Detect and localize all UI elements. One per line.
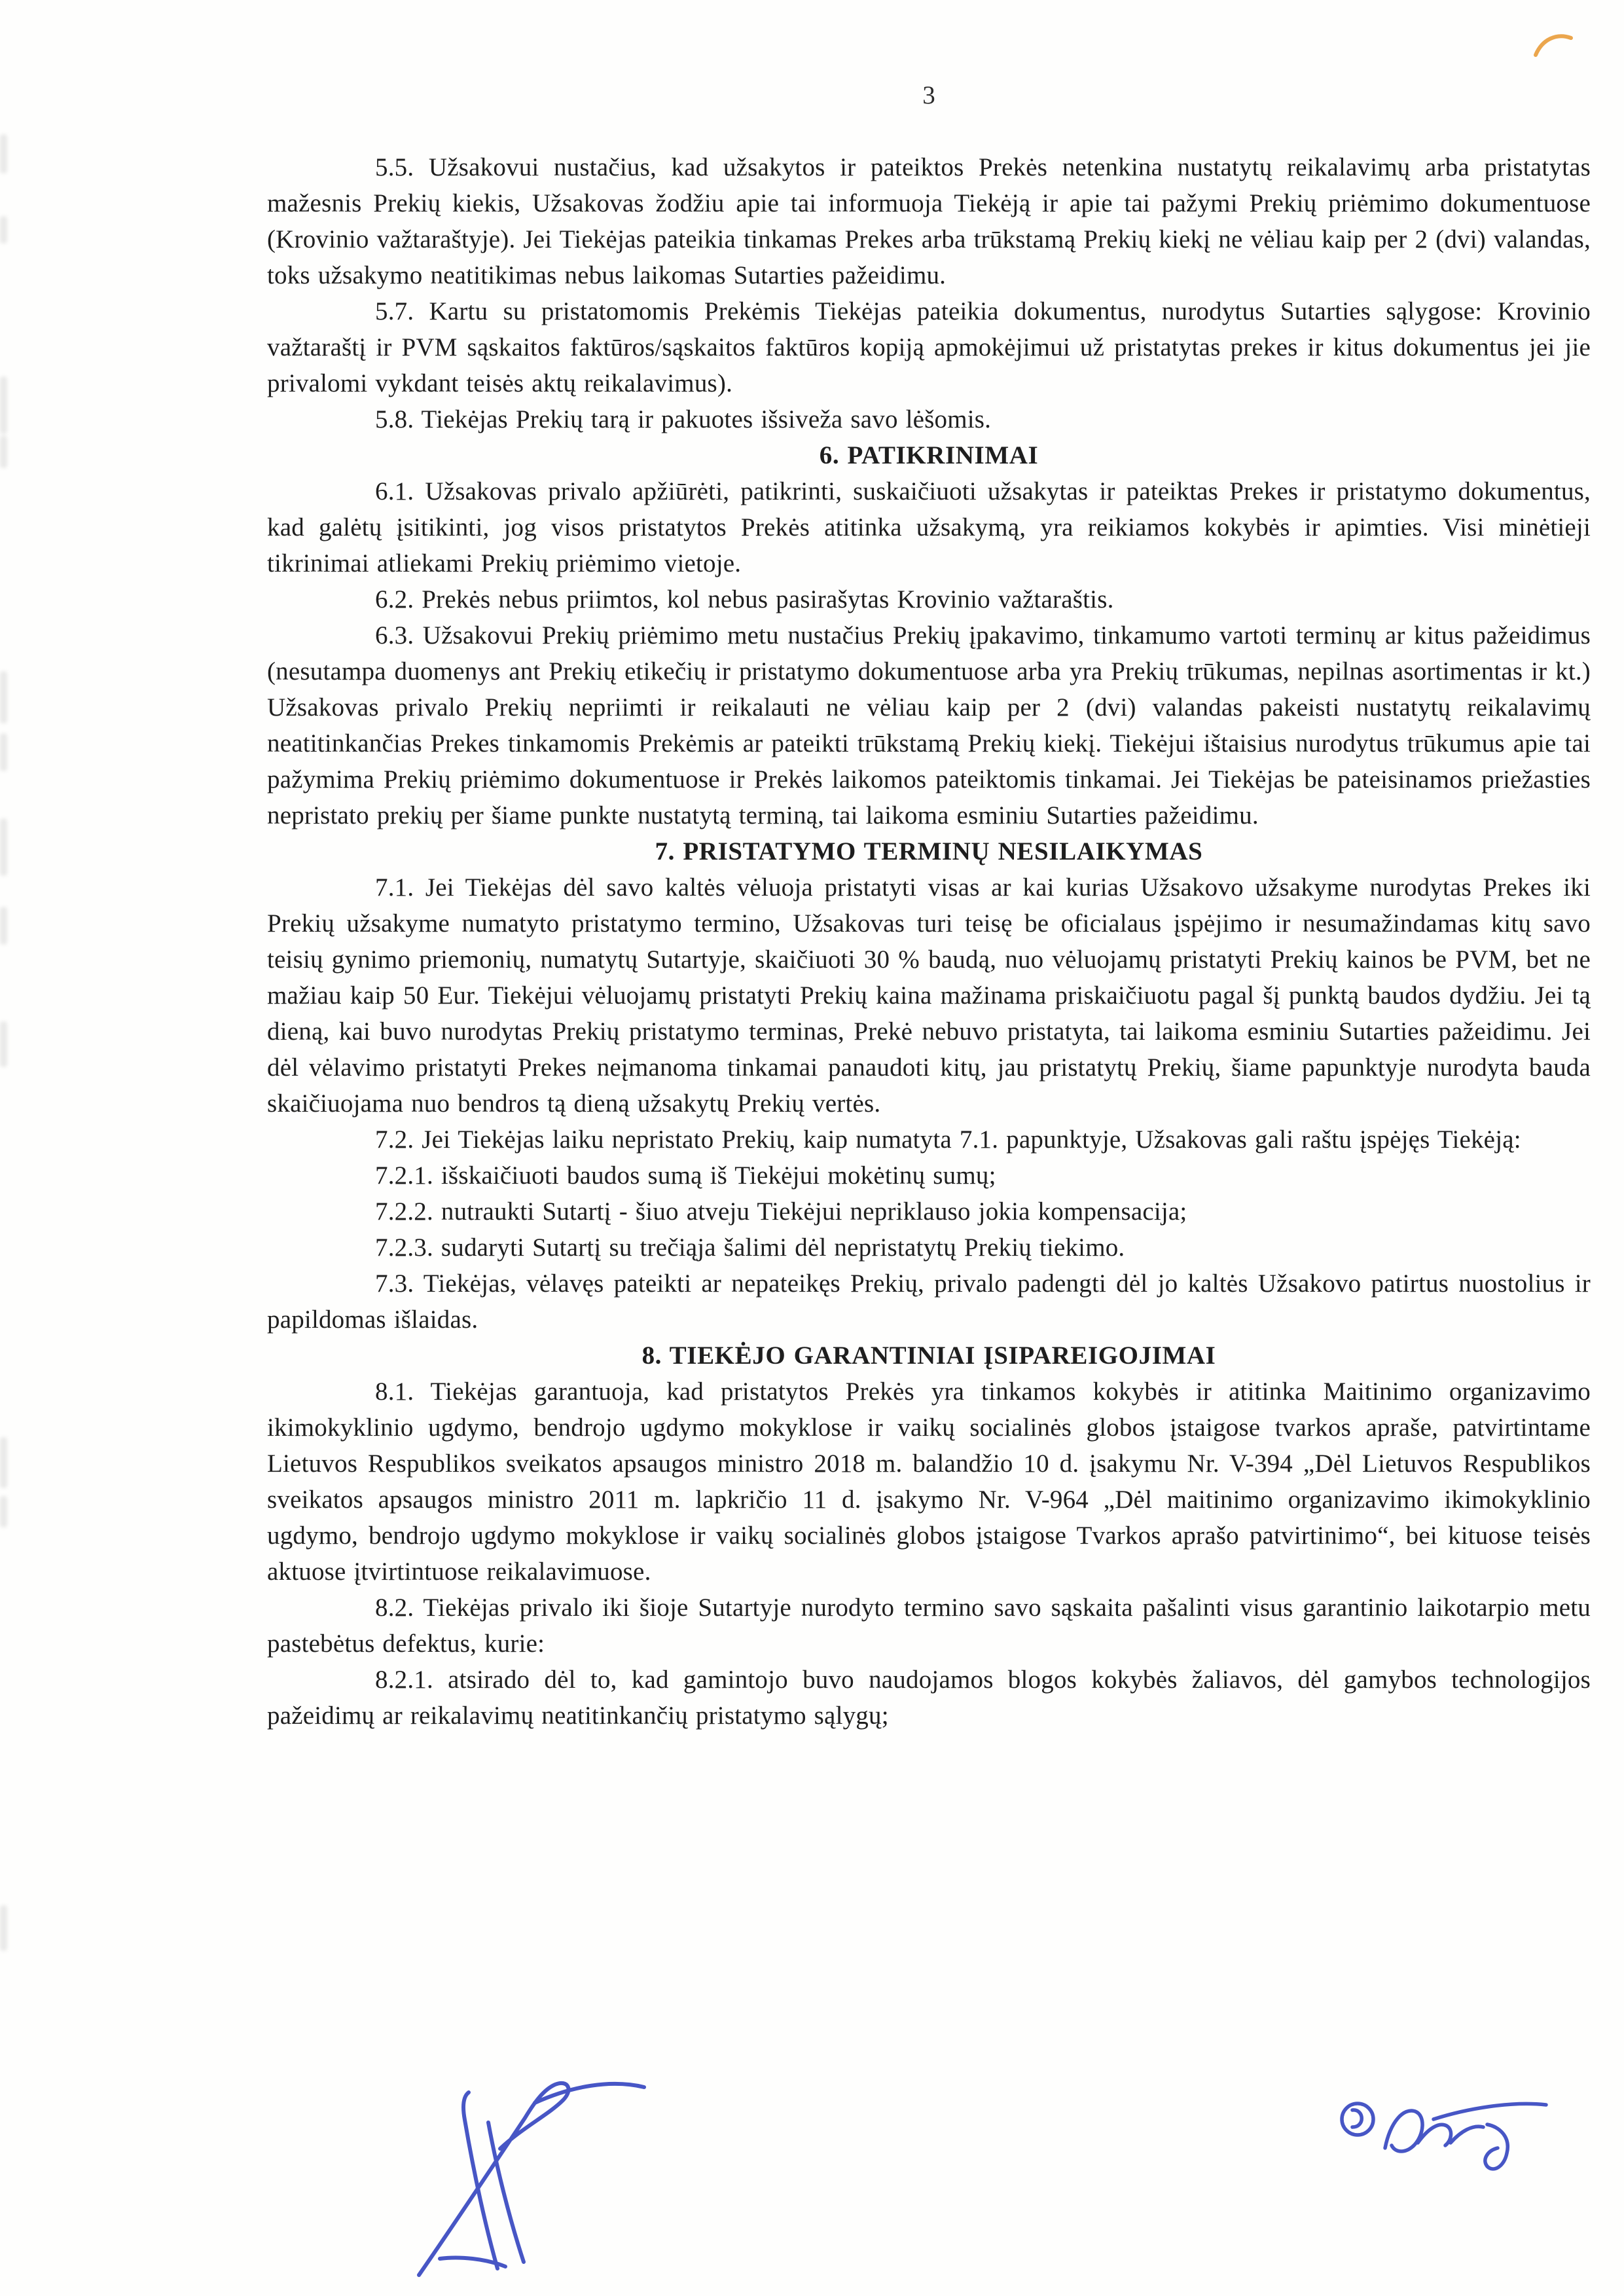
signature-right: [1335, 2085, 1551, 2190]
scan-artifact: [0, 134, 7, 173]
scan-artifact: [0, 671, 7, 723]
corner-pen-mark-icon: [1530, 27, 1576, 67]
paragraph-5-8: 5.8. Tiekėjas Prekių tarą ir pakuotes išsiveža savo lėšomis.: [375, 405, 992, 433]
paragraph-7-2-1: 7.2.1. išskaičiuoti baudos sumą iš Tiekėjui mokėtinų sumų;: [375, 1161, 996, 1190]
paragraph-7-1: 7.1. Jei Tiekėjas dėl savo kaltės vėluoja pristatyti visas ar kai kurias Užsakovo užsakyme nurodytas Prekes iki Prekių užsakyme numatyto pristatymo termino, Užsakovas turi teisę be oficialaus įspėjimo ir nesumažindamas kitų savo teisių gynimo priemonių, numatytų Sutartyje, skaičiuoti 30 % baudą, nuo vėluojamų pristatyti Prekių kainos be PVM, bet ne mažiau kaip 50 Eur. Tiekėjui vėluojamų pristatyti Prekių kaina mažinama priskaičiuotu pagal šį punktą baudos dydžiu. Jei tą dieną, kai buvo nurodytas Prekių pristatymo terminas, Prekė nebuvo pristatyta, tai laikoma esminiu Sutarties pažeidimu. Jei dėl vėlavimo pristatyti Prekes neįmanoma tinkamai panaudoti kitų, jau pristatytų Prekių, šiame papunktyje nurodyta bauda skaičiuojama nuo bendros tą dieną užsakytų Prekių vertės.: [267, 873, 1591, 1118]
scan-artifact: [0, 1437, 7, 1488]
paragraph-8-2-1: 8.2.1. atsirado dėl to, kad gamintojo buvo naudojamos blogos kokybės žaliavos, dėl gamybos technologijos pažeidimų ar reikalavimų neatitinkančių pristatymo sąlygų;: [267, 1666, 1591, 1730]
paragraph-7-2-2: 7.2.2. nutraukti Sutartį - šiuo atveju Tiekėjui nepriklauso jokia kompensacija;: [375, 1197, 1187, 1226]
signature-left: [401, 2062, 662, 2285]
scan-artifact: [0, 1905, 7, 1951]
page-number: 3: [922, 81, 935, 109]
document-body: [267, 149, 1591, 1734]
scan-artifact: [0, 907, 7, 945]
paragraph-6-2: 6.2. Prekės nebus priimtos, kol nebus pasirašytas Krovinio važtaraštis.: [375, 585, 1114, 613]
scan-artifact: [0, 1021, 7, 1067]
paragraph-7-2-3: 7.2.3. sudaryti Sutartį su trečiąja šalimi dėl nepristatytų Prekių tiekimo.: [375, 1233, 1125, 1262]
scan-artifact: [0, 376, 7, 434]
scan-artifact: [0, 818, 7, 876]
paragraph-5-7: 5.7. Kartu su pristatomomis Prekėmis Tiekėjas pateikia dokumentus, nurodytus Sutarties sąlygose: Krovinio važtaraštį ir PVM sąskaitos faktūros/sąskaitos faktūros kopiją apmokėjimui už pristatytas prekes ir kitus dokumentus jei jie privalomi vykdant teisės aktų reikalavimus).: [267, 297, 1591, 397]
scan-artifact: [0, 435, 7, 468]
section-heading-8: 8. TIEKĖJO GARANTINIAI ĮSIPAREIGOJIMAI: [641, 1341, 1216, 1370]
section-heading-6: 6. PATIKRINIMAI: [819, 441, 1039, 469]
scan-artifact: [0, 1496, 7, 1527]
section-heading-7: 7. PRISTATYMO TERMINŲ NESILAIKYMAS: [655, 837, 1203, 866]
paragraph-6-1: 6.1. Užsakovas privalo apžiūrėti, patikrinti, suskaičiuoti užsakytas ir pateiktas Prekes ir pristatymo dokumentus, kad galėtų įsitikinti, jog visos pristatytos Prekės atitinka užsakymą, yra reikiamos kokybės ir apimties. Visi minėtieji tikrinimai atliekami Prekių priėmimo vietoje.: [267, 477, 1591, 577]
paragraph-6-3: 6.3. Užsakovui Prekių priėmimo metu nustačius Prekių įpakavimo, tinkamumo vartoti terminų ar kitus pažeidimus (nesutampa duomenys ant Prekių etikečių ir pristatymo dokumentuose arba yra Prekių trūkumas, nepilnas asortimentas ir kt.) Užsakovas privalo Prekių nepriimti ir reikalauti ne vėliau kaip per 2 (dvi) valandas pakeisti nustatytų reikalavimų neatitinkančias Prekes tinkamomis Prekėmis ar pateikti trūkstamą Prekių kiekį. Tiekėjui ištaisius nurodytus trūkumus apie tai pažymima Prekių priėmimo dokumentuose ir Prekės laikomos pateiktomis tinkamai. Jei Tiekėjas be pateisinamos priežasties nepristato prekių per šiame punkte nustatytą terminą, tai laikoma esminiu Sutarties pažeidimu.: [267, 621, 1591, 829]
paragraph-5-5: 5.5. Užsakovui nustačius, kad užsakytos ir pateiktos Prekės netenkina nustatytų reikalavimų arba pristatytas mažesnis Prekių kiekis, Užsakovas žodžiu apie tai informuoja Tiekėją ir apie tai pažymi Prekių priėmimo dokumentuose (Krovinio važtaraštyje). Jei Tiekėjas pateikia tinkamas Prekes arba trūkstamą Prekių kiekį ne vėliau kaip per 2 (dvi) valandas, toks užsakymo neatitikimas nebus laikomas Sutarties pažeidimu.: [267, 153, 1591, 289]
paragraph-8-2: 8.2. Tiekėjas privalo iki šioje Sutartyje nurodyto termino savo sąskaita pašalinti visus garantinio laikotarpio metu pastebėtus defektus, kurie:: [267, 1594, 1591, 1658]
scan-artifact: [0, 733, 7, 771]
paragraph-8-1: 8.1. Tiekėjas garantuoja, kad pristatytos Prekės yra tinkamos kokybės ir atitinka Maitinimo organizavimo ikimokyklinio ugdymo, bendrojo ugdymo mokyklose ir vaikų socialinės globos įstaigose tvarkos apraše, patvirtintame Lietuvos Respublikos sveikatos apsaugos ministro 2018 m. balandžio 10 d. įsakymu Nr. V-394 „Dėl Lietuvos Respublikos sveikatos apsaugos ministro 2011 m. lapkričio 11 d. įsakymo Nr. V-964 „Dėl maitinimo organizavimo ikimokyklinio ugdymo, bendrojo ugdymo mokyklose ir vaikų socialinės globos įstaigose Tvarkos aprašo patvirtinimo“, bei kituose teisės aktuose įtvirtintuose reikalavimuose.: [267, 1377, 1591, 1586]
paragraph-7-3: 7.3. Tiekėjas, vėlavęs pateikti ar nepateikęs Prekių, privalo padengti dėl jo kaltės Užsakovo patirtus nuostolius ir papildomas išlaidas.: [267, 1269, 1591, 1334]
scan-artifact: [0, 216, 7, 244]
paragraph-7-2: 7.2. Jei Tiekėjas laiku nepristato Prekių, kaip numatyta 7.1. papunktyje, Užsakovas gali raštu įspėjęs Tiekėją:: [375, 1125, 1521, 1154]
